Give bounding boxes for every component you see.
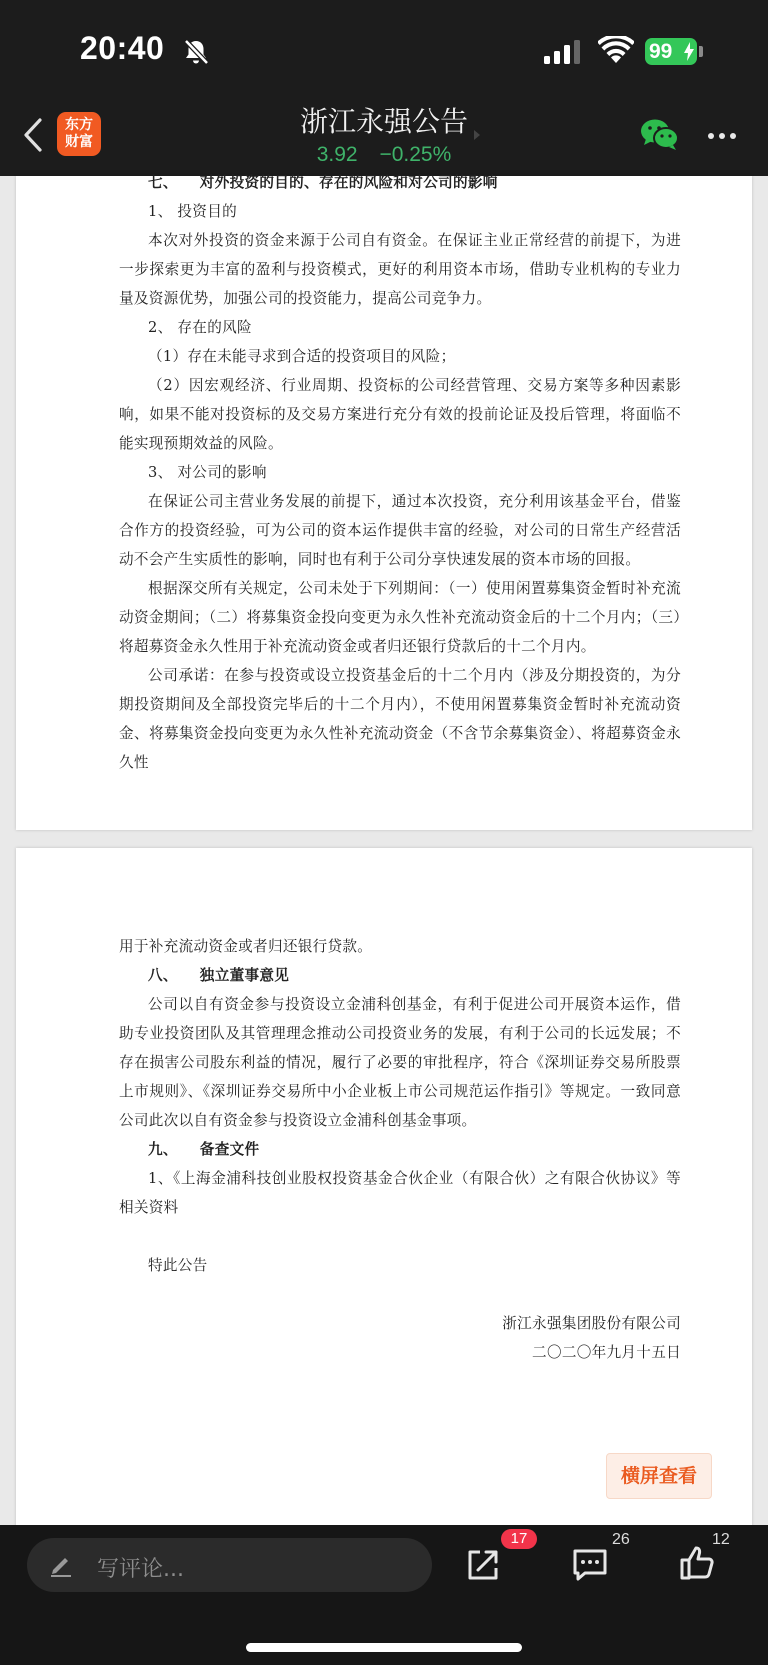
cell-signal-icon	[544, 40, 582, 64]
paragraph: （1）存在未能寻求到合适的投资项目的风险；	[148, 348, 456, 365]
comment-input[interactable]	[27, 1538, 432, 1592]
share-count-badge: 17	[501, 1529, 537, 1549]
logo-line-1: 东方	[65, 117, 93, 133]
wifi-icon	[598, 36, 634, 64]
landscape-view-button[interactable]: 横屏查看	[606, 1453, 712, 1499]
charging-bolt-icon	[684, 42, 694, 61]
paragraph: 公司承诺：在参与投资或设立投资基金后的十二个月内（涉及分期投资的，为分期投资期间及全部投资完毕后的十二个月内），不使用闲置募集资金暂时补充流动资金、将募集资金投向变更为永久性补充流动资金（不含节余募集资金）、将超募资金永久性	[119, 667, 681, 771]
section-heading	[119, 961, 681, 990]
heading-text: 独立董事意见	[199, 967, 290, 984]
company-signature: 浙江永强集团股份有限公司	[502, 1315, 681, 1332]
bottom-toolbar	[0, 1525, 768, 1665]
paragraph: 1、 投资目的	[148, 203, 237, 220]
like-count: 12	[712, 1531, 730, 1548]
heading-number: 七、	[148, 174, 178, 191]
paragraph: 公司以自有资金参与投资设立金浦科创基金，有利于促进公司开展资本运作，借助专业投资团队及其管理理念推动公司投资业务的发展，有利于公司的长远发展；不存在损害公司股东利益的情况，履行了必要的审批程序，符合《深圳证券交易所股票上市规则》、《深圳证券交易所中小企业板上市公司规范运作指引》等规定。一致同意公司此次以自有资金参与投资设立金浦科创基金事项。	[119, 996, 681, 1129]
share-icon[interactable]	[466, 1548, 500, 1582]
section-heading	[119, 1135, 681, 1164]
closing-line: 特此公告	[148, 1257, 208, 1274]
comment-count: 26	[612, 1531, 630, 1548]
more-icon[interactable]	[707, 132, 737, 140]
blank-line	[119, 1222, 681, 1251]
logo-line-2: 财富	[65, 134, 93, 150]
battery-cap	[699, 46, 703, 57]
home-indicator	[246, 1643, 522, 1652]
comment-placeholder: 写评论...	[97, 1557, 184, 1582]
heading-text: 备查文件	[199, 1141, 260, 1158]
status-time: 20:40	[80, 30, 165, 66]
page-title: 浙江永强公告	[299, 105, 468, 138]
stock-price: 3.92	[316, 143, 358, 166]
bell-muted-icon	[182, 38, 210, 66]
page-2-text	[119, 932, 681, 1367]
stock-change: −0.25%	[379, 143, 452, 166]
paragraph: （2）因宏观经济、行业周期、投资标的公司经营管理、交易方案等多种因素影响，如果不能对投资标的及交易方案进行充分有效的投前论证及投后管理，将面临不能实现预期效益的风险。	[119, 377, 681, 452]
paragraph: 在保证公司主营业务发展的前提下，通过本次投资，充分利用该基金平台，借鉴合作方的投资经验，可为公司的资本运作提供丰富的经验，对公司的日常生产经营活动不会产生实质性的影响，同时也有利于公司分享快速发展的资本市场的回报。	[119, 493, 681, 568]
heading-number: 九、	[148, 1141, 178, 1158]
blank-line	[119, 1280, 681, 1309]
comment-icon[interactable]	[572, 1548, 608, 1582]
pen-icon	[49, 1552, 73, 1578]
paragraph: 1、《上海金浦科技创业股权投资基金合伙企业（有限合伙）之有限合伙协议》等相关资料	[119, 1170, 681, 1216]
paragraph: 2、 存在的风险	[148, 319, 252, 336]
document-page-2	[16, 848, 752, 1528]
thumbs-up-icon[interactable]	[679, 1545, 715, 1581]
heading-number: 八、	[148, 967, 178, 984]
caret-right-icon	[472, 128, 482, 142]
paragraph: 根据深交所有关规定，公司未处于下列期间：（一）使用闲置募集资金暂时补充流动资金期间；（二）将募集资金投向变更为永久性补充流动资金后的十二个月内；（三）将超募资金永久性用于补充流动资金或者归还银行贷款后的十二个月内。	[119, 580, 681, 655]
top-bar	[0, 0, 768, 176]
paragraph: 3、 对公司的影响	[148, 464, 267, 481]
heading-text: 对外投资的目的、存在的风险和对公司的影响	[199, 174, 498, 191]
paragraph: 本次对外投资的资金来源于公司自有资金。在保证主业正常经营的前提下，为进一步探索更为丰富的盈利与投资模式，更好的利用资本市场，借助专业机构的专业力量及资源优势，加强公司的投资能力，提高公司竞争力。	[119, 232, 681, 307]
battery-level: 99	[649, 40, 673, 63]
paragraph: 用于补充流动资金或者归还银行贷款。	[119, 938, 373, 955]
document-date: 二〇二〇年九月十五日	[532, 1344, 681, 1361]
page-1-text	[119, 168, 681, 777]
wechat-icon[interactable]	[640, 118, 680, 152]
battery-indicator	[645, 38, 697, 65]
document-page-1	[16, 176, 752, 830]
section-heading	[119, 168, 681, 197]
